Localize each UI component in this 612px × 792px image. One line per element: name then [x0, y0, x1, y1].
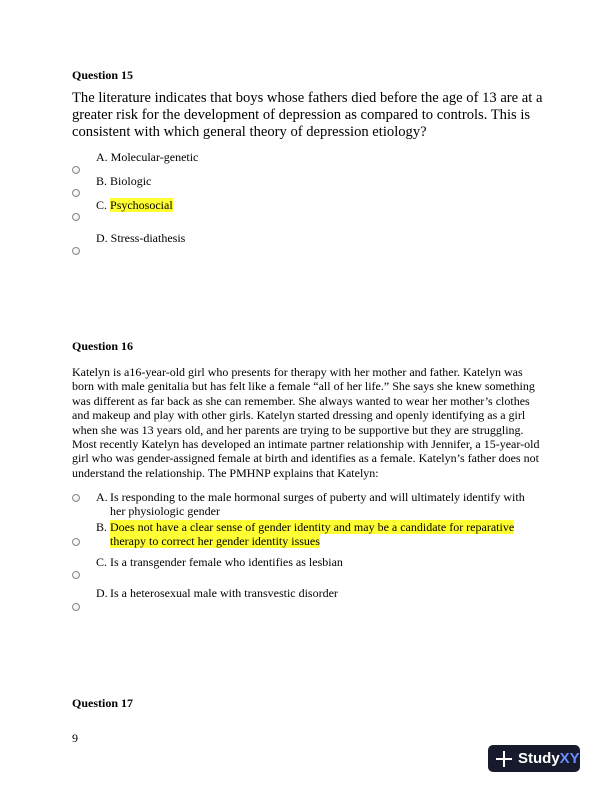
q15-option-a	[96, 150, 198, 164]
option-text-line1: Is responding to the male hormonal surges of puberty and will ultimately identify with	[110, 490, 525, 504]
q16-option-d	[96, 586, 536, 600]
option-text: Is a heterosexual male with transvestic disorder	[110, 586, 338, 600]
question-15-stem: The literature indicates that boys whose fathers died before the age of 13 are at a greater risk for the development of depression as compared to controls. This is consistent with which general theory of depression etiology?	[72, 90, 543, 140]
q16-option-d-radio[interactable]	[72, 603, 80, 611]
option-letter: B.	[96, 520, 108, 534]
q16-option-b-radio[interactable]	[72, 538, 80, 546]
option-text: Is a transgender female who identifies as lesbian	[110, 555, 343, 569]
brand-name-part2: XY	[559, 750, 580, 767]
q16-option-b	[96, 520, 536, 549]
option-text: Molecular-genetic	[110, 150, 199, 164]
option-letter: A.	[96, 490, 108, 504]
brand-name-part1: Study	[518, 750, 560, 767]
q15-option-a-radio[interactable]	[72, 166, 80, 174]
option-text-line2-highlighted: therapy to correct her gender identity issues	[110, 534, 320, 549]
option-letter: A.	[96, 150, 108, 164]
q16-option-c-radio[interactable]	[72, 571, 80, 579]
q15-option-d-radio[interactable]	[72, 247, 80, 255]
option-text-highlighted: Psychosocial	[110, 198, 173, 212]
studyxy-badge[interactable]	[488, 745, 580, 772]
q15-option-b-radio[interactable]	[72, 189, 80, 197]
option-letter: B.	[96, 174, 108, 188]
option-text-line1-highlighted: Does not have a clear sense of gender identity and may be a candidate for reparative	[110, 520, 515, 534]
plus-icon	[496, 751, 512, 767]
option-letter: C.	[96, 198, 108, 212]
q15-option-c-radio[interactable]	[72, 213, 80, 221]
q15-option-c	[96, 198, 173, 212]
option-text-line2: her physiologic gender	[110, 504, 220, 519]
q15-option-d	[96, 231, 185, 245]
q15-option-b	[96, 174, 151, 188]
question-17-title: Question 17	[72, 696, 134, 710]
option-text: Biologic	[110, 174, 152, 188]
q16-option-a-radio[interactable]	[72, 494, 80, 502]
question-15-title: Question 15	[72, 68, 134, 82]
page-number: 9	[72, 731, 78, 745]
option-letter: C.	[96, 555, 108, 569]
option-text: Stress-diathesis	[110, 231, 186, 245]
question-16-title: Question 16	[72, 339, 134, 353]
question-16-stem: Katelyn is a16-year-old girl who presents for therapy with her mother and father. Katelyn was born with male genitalia but has felt like a female “all of her life.” She says she knew something was different as far back as she can remember. She always wanted to wear her mother’s clothes and makeup and play with other girls. Katelyn started dressing and openly identifying as a girl when she was 13 years old, and her parents are trying to be supportive but they are struggling. Most recently Katelyn has developed an intimate partner relationship with Jennifer, a 15-year-old girl who was gender-assigned female at birth and identifies as a female. Katelyn’s father does not understand the relationship. The PMHNP explains that Katelyn:	[72, 365, 540, 480]
option-letter: D.	[96, 586, 108, 600]
q16-option-a	[96, 490, 536, 519]
q16-option-c	[96, 555, 536, 569]
option-letter: D.	[96, 231, 108, 245]
